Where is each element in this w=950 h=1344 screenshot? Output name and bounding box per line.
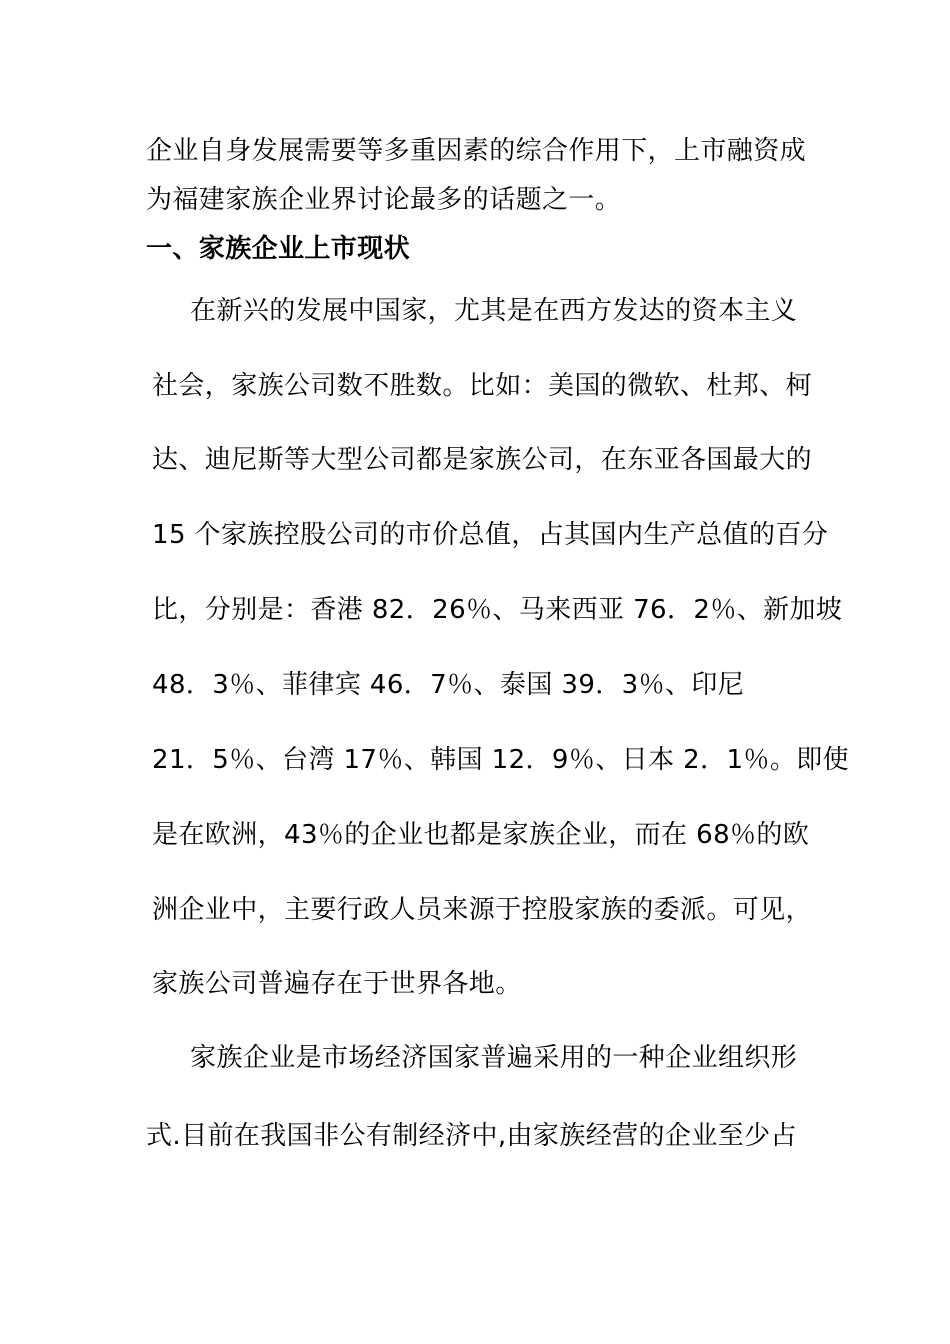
section-heading: 一、家族企业上市现状 — [146, 234, 411, 264]
paragraph2-line-2: 式.目前在我国非公有制经济中,由家族经营的企业至少占 — [146, 1121, 797, 1151]
paragraph1-line-9: 洲企业中，主要行政人员来源于控股家族的委派。可见， — [152, 895, 813, 925]
paragraph1-line-1: 在新兴的发展中国家，尤其是在西方发达的资本主义 — [190, 296, 798, 326]
paragraph1-line-2: 社会，家族公司数不胜数。比如：美国的微软、杜邦、柯 — [152, 371, 813, 401]
paragraph1-line-7: 21．5％、台湾 17％、韩国 12．9％、日本 2．1％。即使 — [152, 745, 850, 775]
intro-line-1: 企业自身发展需要等多重因素的综合作用下，上市融资成 — [146, 136, 807, 166]
paragraph1-line-10: 家族公司普遍存在于世界各地。 — [152, 969, 522, 999]
paragraph1-line-4: 15 个家族控股公司的市价总值，占其国内生产总值的百分 — [152, 520, 829, 550]
paragraph2-line-1: 家族企业是市场经济国家普遍采用的一种企业组织形 — [190, 1043, 798, 1073]
intro-line-2: 为福建家族企业界讨论最多的话题之一。 — [146, 185, 622, 215]
paragraph1-line-6: 48．3％、菲律宾 46．7％、泰国 39．3％、印尼 — [152, 670, 745, 700]
paragraph1-line-3: 达、迪尼斯等大型公司都是家族公司，在东亚各国最大的 — [152, 445, 813, 475]
paragraph1-line-5: 比，分别是：香港 82．26％、马来西亚 76．2％、新加坡 — [152, 595, 843, 625]
paragraph1-line-8: 是在欧洲，43％的企业也都是家族企业，而在 68％的欧 — [152, 820, 810, 850]
